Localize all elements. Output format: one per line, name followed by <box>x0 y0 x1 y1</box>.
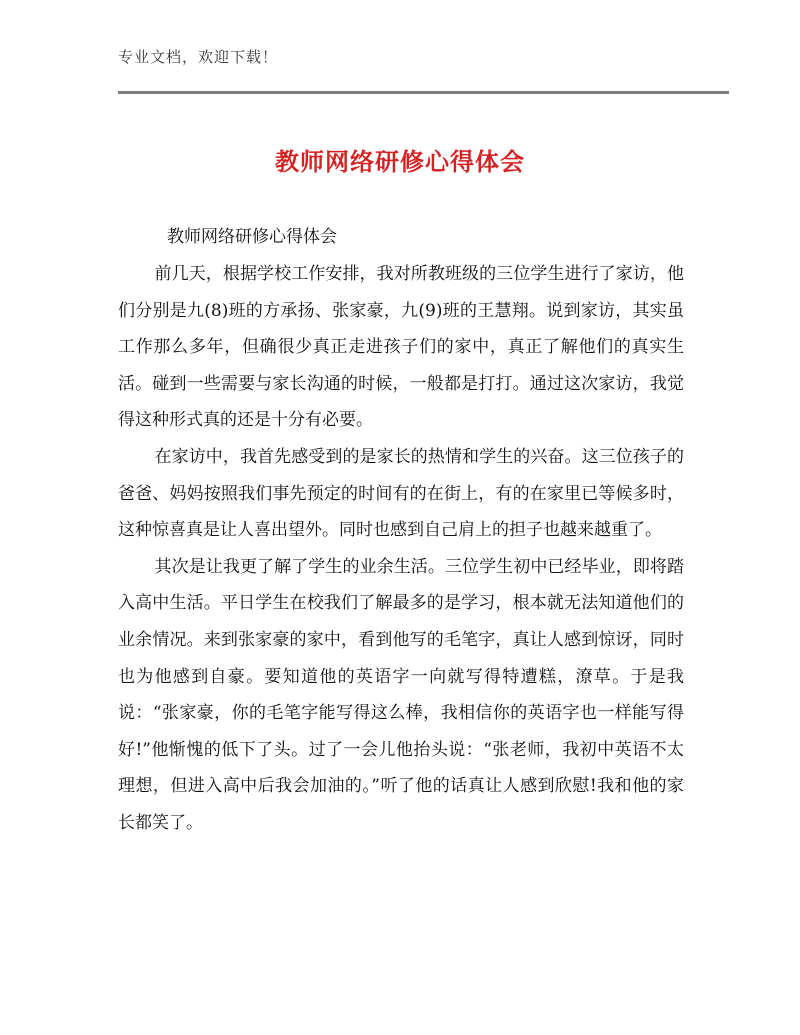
paragraph: 其次是让我更了解了学生的业余生活。三位学生初中已经毕业，即将踏入高中生活。平日学生在校我们了解最多的是学习，根本就无法知道他们的业余情况。来到张家豪的家中，看到他写的毛笔字，真让人感到惊讶，同时也为他感到自豪。要知道他的英语字一向就写得特遭糕，潦草。于是我说：“张家豪，你的毛笔字能写得这么棒，我相信你的英语字也一样能写得好!”他惭愧的低下了头。过了一会儿他抬头说：“张老师，我初中英语不太理想，但进入高中后我会加油的。”听了他的话真让人感到欣慰!我和他的家长都笑了。 <box>118 556 684 833</box>
header-divider <box>118 91 729 94</box>
paragraph: 前几天，根据学校工作安排，我对所教班级的三位学生进行了家访，他们分别是九(8)班的方承扬、张家豪，九(9)班的王慧翔。说到家访，其实虽工作那么多年，但确很少真正走进孩子们的家中，真正了解他们的真实生活。碰到一些需要与家长沟通的时候，一般都是打打。通过这次家访，我觉得这种形式真的还是十分有必要。 <box>118 264 684 431</box>
page-header-text: 专业文档，欢迎下载！ <box>118 48 279 66</box>
document-subtitle: 教师网络研修心得体会 <box>167 227 337 247</box>
document-body <box>118 256 684 842</box>
document-title: 教师网络研修心得体会 <box>275 148 525 176</box>
paragraph: 在家访中，我首先感受到的是家长的热情和学生的兴奋。这三位孩子的爸爸、妈妈按照我们事先预定的时间有的在街上，有的在家里已等候多时，这种惊喜真是让人喜出望外。同时也感到自己肩上的担子也越来越重了。 <box>118 446 684 541</box>
